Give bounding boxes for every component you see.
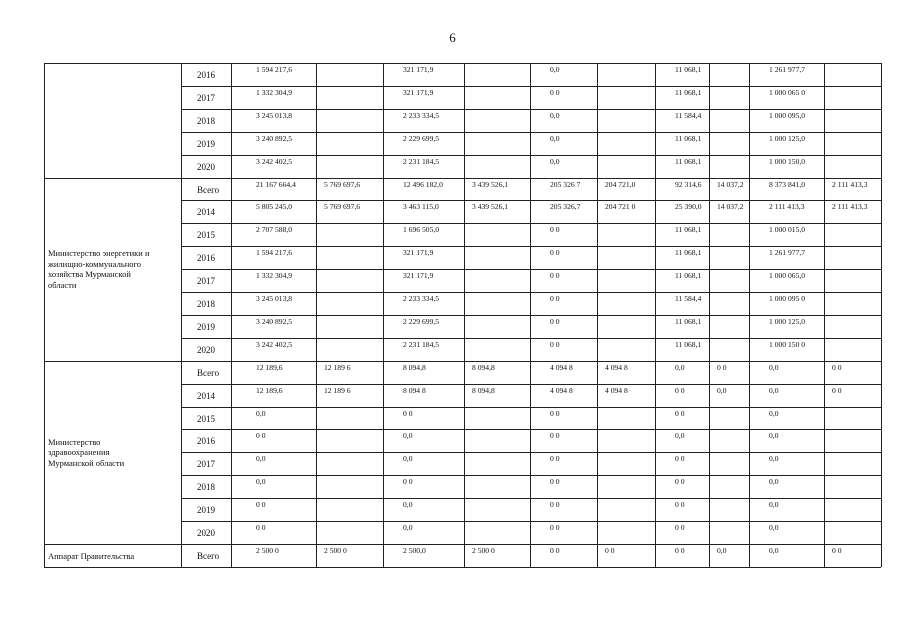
table-cell: 204 721 0 [605,202,636,212]
table-cell: 14 037,2 [717,202,744,212]
table-cell: 2 707 588,0 [256,225,293,235]
year-label: Всего [197,550,220,561]
table-cell: 92 314,6 [675,179,702,189]
table-cell: 205 326 7 [550,179,581,189]
table-cell: 11 068,1 [675,156,702,166]
year-label: 2019 [197,138,215,149]
table-cell: 8 094 8 [403,385,426,395]
year-label: 2017 [197,276,215,287]
table-cell: 1 594 217,6 [256,248,293,258]
table-cell: 5 805 245,0 [256,202,293,212]
table-cell: 11 068,1 [675,248,702,258]
year-label: 2016 [197,253,215,264]
organization-name: Мурманской области [48,457,125,468]
table-cell: 1 261 977,7 [769,248,806,258]
table-cell: 4 094 8 [605,362,628,372]
table-cell: 3 245 013,8 [256,110,293,120]
table-cell: 25 390,0 [675,202,702,212]
row-rule [44,567,881,568]
table-cell: 0 0 [675,523,685,532]
table-cell: 8 094,8 [472,385,495,395]
table-cell: 0 0 [256,523,266,532]
table-cell: 1 000 150,0 [769,156,806,166]
table-cell: 321 171,9 [403,87,434,97]
table-cell: 321 171,9 [403,248,434,258]
table-cell: 0,0 [403,454,413,464]
row-rule [181,475,881,476]
year-label: 2019 [197,321,215,332]
table-cell: 0 0 [675,408,685,418]
table-cell: 0 0 [403,408,413,418]
row-rule [44,544,881,545]
table-cell: 2 233 334,5 [403,294,440,303]
organization-name: здравоохранения [48,447,110,458]
table-cell: 2 500 0 [472,545,495,555]
row-rule [181,86,881,87]
year-label: 2015 [197,413,215,424]
table-cell: 8 094,8 [403,362,426,372]
row-rule [44,178,881,179]
table-cell: 0 0 [550,500,560,510]
table-cell: 11 584,4 [675,110,702,120]
row-rule [181,109,881,110]
row-rule [181,269,881,270]
year-label: 2017 [197,92,215,103]
year-label: 2019 [197,505,215,516]
table-cell: 1 332 304,9 [256,271,293,281]
table-cell: 0 0 [550,87,560,97]
table-cell: 0 0 [256,431,266,441]
table-cell: 8 373 841,0 [769,179,806,189]
table-cell: 3 463 115,0 [403,202,439,212]
year-label: 2018 [197,299,215,309]
table-cell: 2 500,0 [403,545,426,555]
table-cell: 1 000 125,0 [769,133,806,143]
table-cell: 0,0 [769,523,779,532]
table-cell: 0 0 [675,500,685,510]
table-cell: 0 0 [550,408,560,418]
table-cell: 14 037,2 [717,179,744,189]
table-cell: 0,0 [675,362,685,372]
table-cell: 0,0 [675,431,685,441]
table-cell: 0,0 [550,65,560,74]
table-cell: 1 000 095 0 [769,294,806,303]
table-cell: 12 189 6 [324,362,351,372]
table-cell: 0,0 [717,385,727,395]
table-cell: 0 0 [550,545,560,555]
year-label: 2020 [197,528,215,538]
table-cell: 5 769 697,6 [324,202,361,212]
table-cell: 1 000 065 0 [769,87,806,97]
table-cell: 0,0 [550,110,560,120]
table-cell: 0,0 [769,431,779,441]
table-cell: 21 167 664,4 [256,179,296,189]
table-cell: 2 111 413,3 [832,179,868,189]
table-cell: 2 111 413,3 [769,202,805,212]
table-cell: 0 0 [550,271,560,281]
table-cell: 1 261 977,7 [769,65,806,74]
table-cell: 0 0 [550,477,560,487]
table-cell: 0 0 [550,294,560,303]
table-cell: 2 500 0 [324,545,347,555]
table-cell: 0 0 [717,362,727,372]
table-cell: 12 189,6 [256,362,283,372]
table-cell: 0 0 [832,385,842,395]
organization-name: хозяйства Мурманской [48,269,131,280]
table-cell: 3 439 526,1 [472,179,509,189]
table-cell: 0 0 [550,316,560,326]
table-cell: 0 0 [550,225,560,235]
organization-name: Министерство [48,436,101,447]
row-rule [181,200,881,201]
row-rule [181,498,881,499]
row-rule [181,429,881,430]
table-cell: 3 240 892,5 [256,133,293,143]
table-cell: 321 171,9 [403,271,434,281]
table-cell: 0,0 [769,477,779,487]
table-cell: 1 000 015,0 [769,225,806,235]
table-cell: 1 332 304,9 [256,87,293,97]
organization-name: Аппарат Правительства [48,551,135,562]
table-cell: 0,0 [717,545,727,555]
table-cell: 8 094,8 [472,362,495,372]
year-label: 2016 [197,70,215,80]
table-cell: 3 242 402,5 [256,339,293,349]
year-label: 2018 [197,115,215,126]
table-cell: 0,0 [769,408,779,418]
table-cell: 1 696 505,0 [403,225,440,235]
row-rule [44,361,881,362]
table-cell: 0,0 [403,523,413,532]
table-cell: 0 0 [550,339,560,349]
table-cell: 0 0 [550,248,560,258]
table-cell: 11 068,1 [675,339,702,349]
year-label: 2014 [197,207,215,218]
table-cell: 2 229 699,5 [403,133,440,143]
table-cell: 0 0 [675,454,685,464]
table-cell: 11 068,1 [675,271,702,281]
table-cell: 0,0 [769,454,779,464]
row-rule [181,132,881,133]
table-cell: 4 094 8 [550,385,573,395]
table-cell: 0 0 [550,431,560,441]
table-cell: 3 439 526,1 [472,202,509,212]
year-label: 2020 [197,344,215,355]
row-rule [181,407,881,408]
table-cell: 0 0 [403,477,413,487]
table-cell: 1 000 095,0 [769,110,806,120]
table-cell: 1 000 150 0 [769,339,806,349]
table-cell: 0 0 [675,545,685,555]
row-rule [181,452,881,453]
table-cell: 2 229 699,5 [403,316,440,326]
row-rule [181,223,881,224]
table-cell: 0 0 [550,523,560,532]
table-cell: 3 242 402,5 [256,156,293,166]
table-cell: 2 233 334,5 [403,110,440,120]
table-cell: 12 496 182,0 [403,179,443,189]
row-rule [181,292,881,293]
table-cell: 0,0 [769,385,779,395]
table-cell: 12 189,6 [256,385,283,395]
table-cell: 0,0 [403,500,413,510]
table-cell: 11 068,1 [675,87,702,97]
table-cell: 0 0 [256,500,266,510]
table-cell: 0 0 [832,545,842,555]
table-cell: 2 231 184,5 [403,156,440,166]
table-cell: 2 231 184,5 [403,339,440,349]
table-cell: 0,0 [403,431,413,441]
table-cell: 0 0 [675,477,685,487]
row-rule [181,521,881,522]
table-cell: 0 0 [550,454,560,464]
column-rule [44,63,45,567]
table-cell: 0 0 [605,545,615,555]
table-cell: 1 000 125,0 [769,316,806,326]
year-label: 2016 [197,436,215,447]
year-label: 2015 [197,230,215,241]
budget-table [44,63,881,569]
column-rule [881,63,882,567]
table-cell: 321 171,9 [403,65,434,74]
table-cell: 1 594 217,6 [256,65,293,74]
table-cell: 5 769 697,6 [324,179,361,189]
organization-name: области [48,279,77,290]
table-cell: 12 189 6 [324,385,351,395]
table-cell: 0,0 [256,454,266,464]
table-cell: 3 245 013,8 [256,294,293,303]
table-cell: 0,0 [256,477,266,487]
year-label: 2018 [197,482,215,493]
table-cell: 2 111 413,3 [832,202,868,212]
table-cell: 11 068,1 [675,133,702,143]
table-cell: 0,0 [550,156,560,166]
page-number: 6 [449,30,456,45]
table-cell: 4 094 8 [605,385,628,395]
row-rule [44,63,881,64]
table-cell: 11 068,1 [675,65,702,74]
table-cell: 0 0 [675,385,685,395]
year-label: 2020 [197,161,215,172]
table-cell: 205 326,7 [550,202,581,212]
year-label: Всего [197,184,220,195]
row-rule [181,315,881,316]
table-cell: 4 094 8 [550,362,573,372]
table-cell: 0,0 [769,545,779,555]
table-cell: 0,0 [769,500,779,510]
table-cell: 1 000 065,0 [769,271,806,281]
table-cell: 0,0 [550,133,560,143]
row-rule [181,246,881,247]
table-cell: 0 0 [832,362,842,372]
organization-name: жилищно-коммунального [48,258,142,269]
table-cell: 11 584,4 [675,294,702,303]
row-rule [181,155,881,156]
table-cell: 3 240 892,5 [256,316,293,326]
year-label: Всего [197,367,220,378]
year-label: 2017 [197,459,215,470]
table-cell: 11 068,1 [675,225,702,235]
row-rule [181,384,881,385]
table-cell: 11 068,1 [675,316,702,326]
table-cell: 204 721,0 [605,179,636,189]
table-cell: 2 500 0 [256,545,279,555]
organization-name: Министерство энергетики и [48,248,150,259]
table-cell: 0,0 [769,362,779,372]
table-cell: 0,0 [256,408,266,418]
row-rule [181,338,881,339]
year-label: 2014 [197,390,215,401]
